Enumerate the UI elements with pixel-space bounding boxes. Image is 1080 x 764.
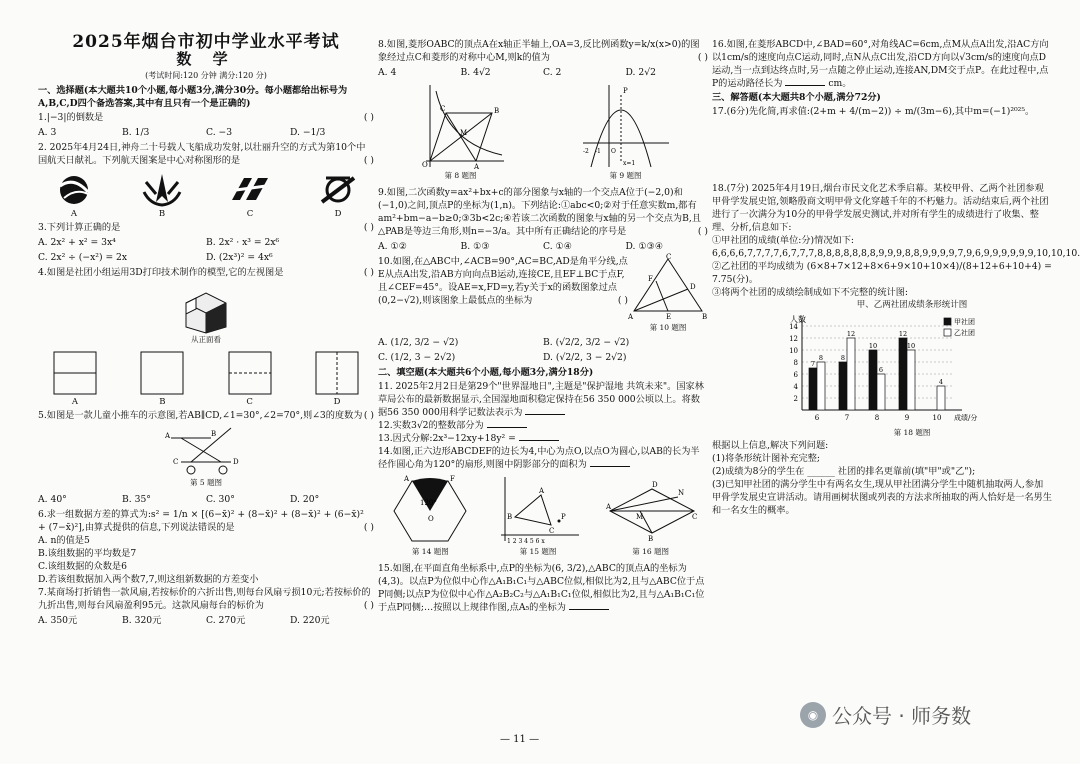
svg-text:O: O	[421, 161, 428, 169]
section-1-heading: 一、选择题(本大题共10个小题,每小题3分,满分30分。每小题都给出标号为A,B,C,D四个备选答案,其中有且只有一个是正确的)	[38, 85, 348, 109]
figure-caption: 第 5 题图	[189, 478, 223, 487]
bar-yi	[937, 386, 945, 410]
svg-text:D: D	[690, 283, 696, 291]
view-a-shape	[52, 350, 98, 396]
q18-part-a: ①甲社团的成绩(单位:分)情况如下:	[712, 235, 854, 246]
bar-jia	[899, 338, 907, 410]
question-4	[38, 266, 374, 279]
stroller-diagram	[161, 426, 251, 489]
cube-model-icon	[176, 283, 236, 333]
coordinate-grid-icon	[495, 475, 581, 545]
q9-figure	[581, 83, 671, 182]
svg-text:N: N	[677, 489, 684, 497]
watermark	[800, 700, 971, 729]
question-1-options	[38, 126, 374, 139]
option-b: B.该组数据的平均数是7	[38, 548, 137, 559]
question-17: 17.(6分)先化简,再求值:(2+m + 4/(m−2)) ÷ m/(3m−6),其中m=(−1)²⁰²⁵。	[712, 106, 1035, 117]
question-text: 6.求一组数据方差的算式为:s² = 1/n × [(6−x̄)² + (8−x̄)² + (8−x̄)² + (6−x̄)² + (7−x̄)²],由算式提供的信息,下列说法错误的是	[38, 509, 364, 533]
exam-title: 2025年烟台市初中学业水平考试	[72, 32, 340, 52]
bar-value-label: 10	[906, 342, 916, 350]
option-b: B. 35°	[122, 494, 151, 505]
bar-jia	[809, 368, 817, 410]
option-a: A. n的值是5	[38, 535, 90, 546]
q14-q16-figures	[378, 475, 708, 558]
emblem-label: A	[70, 209, 78, 219]
svg-text:D: D	[651, 481, 658, 489]
chart-title: 甲、乙两社团成绩条形统计图	[856, 300, 968, 310]
option-d: D. 20°	[290, 494, 320, 505]
view-label: B	[159, 397, 166, 407]
space-emblems	[44, 172, 368, 221]
question-10-options-row2	[378, 351, 708, 364]
y-tick-label: 8	[793, 359, 798, 367]
answer-paren: ( )	[363, 267, 374, 278]
answer-paren: ( )	[363, 222, 374, 233]
question-8	[378, 38, 708, 64]
exam-subject: 数 学	[176, 50, 236, 68]
question-text: 16.如图,在菱形ABCD中,∠BAD=60°,对角线AC=6cm,点M从点A出发,沿AC方向以1cm/s的速度向点C运动,同时,点N从点C出发,沿CD方向以√3cm/s的速度向点D运动,当一点到达终点时,另一点随之停止运动,连接AN,DM交于点P。在此过程中,点P的运动路径长为	[712, 39, 1049, 89]
bar-value-label: 4	[938, 378, 944, 386]
question-3-options-row2	[38, 251, 374, 264]
question-5-options	[38, 493, 374, 506]
figure-caption: 第 15 题图	[519, 547, 557, 556]
y-tick-label: 4	[793, 383, 798, 391]
hexagon-diagram-icon	[390, 475, 470, 545]
answer-paren: ( )	[617, 295, 628, 306]
question-text: 9.如图,二次函数y=ax²+bx+c的部分图象与x轴的一个交点A位于(−2,0)和(−1,0)之间,顶点P的坐标为(1,n)。下列结论:①abc<0;②对于任意实数m,都有am²+bm−a−b≥0;③3b<2c;④若该二次函数的图象与x轴的另一个交点为B,且△PAB是等边三角形,则n=−3/a。其中所有正确结论的序号是	[378, 187, 701, 237]
bar-value-label: 12	[898, 330, 908, 338]
view-d	[314, 350, 360, 409]
legend-label: 乙社团	[954, 329, 975, 337]
answer-blank[interactable]	[525, 414, 565, 415]
question-11	[378, 380, 708, 419]
q15-figure	[495, 475, 581, 558]
view-c	[227, 350, 273, 409]
q18-question-3: (3)已知甲社团的满分学生中有两名女生,现从甲社团满分学生中随机抽取两人,参加甲骨学发展史宣讲活动。请用画树状图或列表的方法求所抽取的两人恰好是一名男生和一名女生的概率。	[712, 479, 1052, 516]
option-c: C. 270元	[206, 615, 246, 626]
column-left	[38, 30, 374, 629]
emblem-label: D	[334, 209, 342, 219]
option-c: C. −3	[206, 127, 233, 138]
question-10-options-row1	[378, 336, 708, 349]
svg-text:A: A	[473, 163, 479, 171]
svg-text:O: O	[428, 515, 435, 523]
page-number: — 11 —	[500, 734, 540, 745]
q10-figure	[628, 255, 708, 334]
svg-text:A: A	[165, 432, 171, 440]
option-c: C.该组数据的众数是6	[38, 561, 127, 572]
option-c: C. 2x² ÷ (−x²) = 2x	[38, 252, 128, 263]
legend-label: 甲社团	[954, 318, 975, 326]
q10-block	[378, 255, 708, 334]
y-axis-label: 人数	[790, 315, 806, 324]
question-1	[38, 111, 374, 124]
q18-analysis: 根据以上信息,解决下列问题:	[712, 440, 829, 451]
option-c: C. 2	[543, 67, 562, 78]
bar-jia	[869, 350, 877, 410]
svg-text:M: M	[635, 513, 643, 521]
y-tick-label: 14	[789, 323, 798, 331]
question-7-options	[38, 614, 374, 627]
emblem-c	[220, 172, 280, 221]
option-d: D. 2√2	[625, 67, 656, 78]
bar-value-label: 12	[846, 330, 856, 338]
q18-question-1: (1)将条形统计图补充完整;	[712, 453, 820, 464]
answer-blank[interactable]	[785, 85, 825, 86]
svg-text:C: C	[439, 105, 445, 113]
figure-caption: 第 9 题图	[609, 171, 642, 180]
question-3	[38, 221, 374, 234]
question-14	[378, 445, 708, 471]
view-a	[52, 350, 98, 409]
svg-text:x=1: x=1	[622, 160, 635, 167]
svg-text:-1: -1	[594, 148, 601, 155]
bar-yi	[907, 350, 915, 410]
answer-paren: ( )	[697, 52, 708, 63]
view-b-shape	[139, 350, 185, 396]
option-a: A. 4	[378, 67, 397, 78]
chart-caption: 第 18 题图	[893, 428, 931, 437]
answer-blank[interactable]	[569, 609, 609, 610]
answer-paren: ( )	[363, 600, 374, 611]
svg-text:P: P	[622, 87, 628, 95]
rocket-emblem-icon	[140, 172, 184, 208]
question-2	[38, 141, 374, 167]
answer-paren: ( )	[363, 410, 374, 421]
view-label: A	[71, 397, 79, 407]
question-12	[378, 419, 708, 432]
question-18: 18.(7分) 2025年4月19日,烟台市民文化艺术季启幕。某校甲骨、乙两个社团参观甲骨学发展史馆,领略殷商文明甲骨文化穿越千年的不朽魅力。活动结束后,两个社团进行了一次满分为10分的甲骨学发展史测试,并对所有学生的成绩进行了收集、整理、分析,信息如下:	[712, 183, 1049, 233]
option-d: D. ①③④	[625, 241, 664, 252]
y-tick-label: 6	[793, 371, 798, 379]
question-16	[712, 38, 1052, 90]
figure-caption: 第 10 题图	[649, 323, 687, 332]
svg-text:A: A	[605, 503, 611, 511]
q16-figure	[606, 475, 696, 558]
view-label: D	[333, 397, 341, 407]
question-9-options	[378, 240, 708, 253]
option-c: C. 30°	[206, 494, 235, 505]
option-a: A. 40°	[38, 494, 67, 505]
exam-meta: (考试时间:120 分钟 满分:120 分)	[145, 71, 267, 80]
answer-paren: ( )	[363, 522, 374, 533]
svg-text:B: B	[493, 107, 499, 115]
emblem-d	[308, 172, 368, 221]
bar-value-label: 7	[810, 360, 816, 368]
section-3-heading: 三、解答题(本大题共8个小题,满分72分)	[712, 92, 881, 103]
y-tick-label: 12	[789, 335, 798, 343]
watermark-text: 公众号 · 师务数	[832, 704, 972, 728]
question-3-options-row1	[38, 236, 374, 249]
q18-data: 6,6,6,6,7,7,7,7,6,7,7,7,8,8,8,8,8,8,8,9,9,9,8,8,9,9,9,9,7,9,6,9,9,9,9,9,9,10,10,10.	[712, 248, 1080, 259]
x-tick-label: 10	[932, 414, 942, 422]
x-axis-label: 成绩/分	[954, 414, 978, 422]
option-d: D. −1/3	[290, 127, 326, 138]
emblem-label: B	[158, 209, 166, 219]
question-text: 2. 2025年4月24日,神舟二十号载人飞船成功发射,以壮丽升空的方式为第10个中国航天日献礼。下列航天图案是中心对称图形的是	[38, 142, 366, 166]
bar-yi	[847, 338, 855, 410]
parabola-graph-icon	[581, 83, 671, 169]
figure-caption: 第 16 题图	[632, 547, 670, 556]
svg-text:A: A	[404, 475, 410, 483]
question-10	[378, 255, 628, 334]
svg-text:C: C	[666, 253, 672, 261]
figure-caption: 第 14 题图	[411, 547, 449, 556]
unit-label: cm。	[828, 78, 852, 89]
bar-yi	[877, 374, 885, 410]
question-9	[378, 186, 708, 238]
emblem-a	[44, 172, 104, 221]
answer-paren: ( )	[363, 112, 374, 123]
question-15	[378, 562, 708, 614]
question-text: 12.实数3√2的整数部分为	[378, 420, 484, 431]
option-c: C. (1/2, 3 − 2√2)	[378, 352, 456, 363]
option-a: A. 3	[38, 127, 57, 138]
legend-swatch	[944, 318, 951, 325]
view-d-shape	[314, 350, 360, 396]
bar-value-label: 8	[818, 354, 824, 362]
x-tick-label: 8	[874, 414, 880, 422]
question-8-options	[378, 66, 708, 79]
figure-caption: 第 8 题图	[444, 171, 477, 180]
answer-blank[interactable]	[487, 427, 527, 428]
q14-figure	[390, 475, 470, 558]
model-3d	[176, 283, 236, 346]
question-text: 13.因式分解:2x³−12xy+18y² =	[378, 433, 516, 444]
q18-part-b: ②乙社团的平均成绩为 (6×8+7×12+8×6+9×10+10×4)/(8+12+6+10+4) = 7.75(分)。	[712, 261, 1052, 285]
svg-text:E: E	[666, 313, 672, 321]
question-text: 10.如图,在△ABC中,∠ACB=90°,AC=BC,AD是角平分线,点E从点A出发,沿AB方向向点B运动,连接CE,且EF⊥BC于点F,且∠CEF=45°。设AE=x,FD=y,若y关于x的函数图象过点(0,2−√2),则该图象上最低点的坐标为	[378, 256, 628, 306]
column-right	[712, 38, 1080, 517]
question-text: 1.|−3|的倒数是	[38, 112, 104, 123]
svg-text:-2: -2	[582, 148, 589, 155]
answer-blank[interactable]	[590, 466, 630, 467]
option-b: B. 1/3	[122, 127, 150, 138]
legend-swatch	[944, 329, 951, 336]
front-view-label: 从正面看	[191, 335, 221, 344]
svg-text:C: C	[691, 513, 697, 521]
view-b	[139, 350, 185, 409]
svg-text:M: M	[459, 129, 467, 137]
svg-text:120°: 120°	[420, 499, 438, 507]
emblem-b	[132, 172, 192, 221]
q5-figure	[38, 426, 374, 489]
question-text: 15.如图,在平面直角坐标系中,点P的坐标为(6, 3/2),△ABC的顶点A的坐标为(4,3)。以点P为位似中心作△A₁B₁C₁与△ABC位似,相似比为2,且与△ABC位于点P同侧;以点P为位似中心作△A₂B₂C₂与△A₁B₁C₁位似,相似比为2,且与△A₁B₁C₁位于点P同侧;…按照以上规律作图,点A₅的坐标为	[378, 563, 705, 613]
question-5	[38, 409, 374, 422]
triangle-diagram-icon	[628, 255, 708, 321]
q18-part-c: ③将两个社团的成绩绘制成如下不完整的统计图:	[712, 287, 909, 298]
option-b: B. 2x² · x³ = 2x⁶	[206, 237, 280, 248]
svg-text:A: A	[538, 487, 545, 495]
svg-text:B: B	[211, 430, 217, 438]
answer-paren: ( )	[363, 155, 374, 166]
orbit-emblem-icon	[316, 172, 360, 208]
question-text: 7.某商场打折销售一款风扇,若按标价的六折出售,则每台风扇亏损10元;若按标价的九折出售,则每台风扇盈利95元。这款风扇每台的标价为	[38, 587, 371, 611]
wing-emblem-icon	[228, 172, 272, 208]
option-b: B. 4√2	[460, 67, 491, 78]
x-tick-label: 7	[844, 414, 850, 422]
q8-figure	[416, 83, 506, 182]
rhombus-graph-icon	[416, 83, 506, 169]
question-text: 4.如图是社团小组运用3D打印技术制作的模型,它的左视图是	[38, 267, 284, 278]
svg-text:P: P	[560, 513, 566, 521]
option-a: A. (1/2, 3/2 − √2)	[378, 337, 459, 348]
column-middle	[378, 38, 708, 614]
q4-view-options	[52, 350, 360, 409]
svg-text:1 2 3 4 5 6 x: 1 2 3 4 5 6 x	[506, 538, 545, 545]
rhombus-diagram-icon	[606, 475, 696, 545]
wechat-icon: ◉	[800, 702, 826, 728]
view-c-shape	[227, 350, 273, 396]
q8-q9-figures	[378, 83, 708, 182]
question-13	[378, 432, 708, 445]
score-bar-chart	[762, 314, 982, 426]
svg-text:F: F	[648, 275, 653, 283]
bar-value-label: 6	[878, 366, 884, 374]
option-a: A. ①②	[378, 241, 407, 252]
question-text: 8.如图,菱形OABC的顶点A在x轴正半轴上,OA=3,反比例函数y=k/x(x>0)的图象经过点C和菱形的对称中心M,则k的值为	[378, 39, 700, 63]
planet-emblem-icon	[52, 172, 96, 208]
option-d: D.若该组数据加入两个数7,7,则这组新数据的方差变小	[38, 574, 259, 585]
question-6	[38, 508, 374, 534]
bar-jia	[839, 362, 847, 410]
option-b: B. (√2/2, 3/2 − √2)	[543, 337, 630, 348]
option-d: D. (2x³)² = 4x⁶	[206, 252, 273, 263]
svg-text:B: B	[702, 313, 708, 321]
section-2-heading: 二、填空题(本大题共6个小题,每小题3分,满分18分)	[378, 367, 594, 378]
stroller-icon	[161, 426, 251, 476]
answer-blank[interactable]	[519, 440, 559, 441]
svg-text:O: O	[610, 148, 616, 155]
svg-text:B: B	[506, 513, 513, 521]
answer-paren: ( )	[697, 226, 708, 237]
question-text: 3.下列计算正确的是	[38, 222, 121, 233]
option-b: B. 320元	[122, 615, 162, 626]
bar-value-label: 8	[840, 354, 846, 362]
answer-space	[712, 118, 1052, 182]
svg-text:D: D	[233, 458, 239, 466]
svg-text:F: F	[450, 475, 456, 483]
question-text: 14.如图,正六边形ABCDEF的边长为4,中心为点O,以点O为圆心,以AB的长为半径作圆心角为120°的扇形,则图中阴影部分的面积为	[378, 446, 700, 470]
option-a: A. 350元	[38, 615, 78, 626]
y-tick-label: 2	[793, 395, 798, 403]
q18-question-2: (2)成绩为8分的学生在 ______ 社团的排名更靠前(填"甲"或"乙");	[712, 466, 976, 477]
question-text: 11. 2025年2月2日是第29个"世界湿地日",主题是"保护湿地 共筑未来"。国家林草局公布的最新数据显示,全国湿地面积稳定保持在56 350 000公顷以上。将数据56 350 000用科学记数法表示为	[378, 381, 704, 418]
x-tick-label: 6	[814, 414, 820, 422]
option-d: D. (√2/2, 3 − 2√2)	[543, 352, 627, 363]
y-tick-label: 10	[789, 347, 798, 355]
svg-text:C: C	[173, 458, 179, 466]
bar-value-label: 10	[868, 342, 878, 350]
option-a: A. 2x² + x² = 3x⁴	[38, 237, 116, 248]
emblem-label: C	[246, 209, 254, 219]
view-label: C	[246, 397, 253, 407]
question-7	[38, 586, 374, 612]
option-d: D. 220元	[290, 615, 330, 626]
question-text: 5.如图是一款儿童小推车的示意图,若AB∥CD,∠1=30°,∠2=70°,则∠3的度数为	[38, 410, 363, 421]
svg-text:A: A	[628, 313, 634, 321]
x-tick-label: 9	[904, 414, 910, 422]
option-b: B. ①③	[460, 241, 490, 252]
svg-text:B: B	[647, 535, 653, 543]
q4-model-figure	[38, 283, 374, 346]
bar-yi	[817, 362, 825, 410]
option-c: C. ①④	[543, 241, 573, 252]
svg-text:C: C	[548, 527, 555, 535]
